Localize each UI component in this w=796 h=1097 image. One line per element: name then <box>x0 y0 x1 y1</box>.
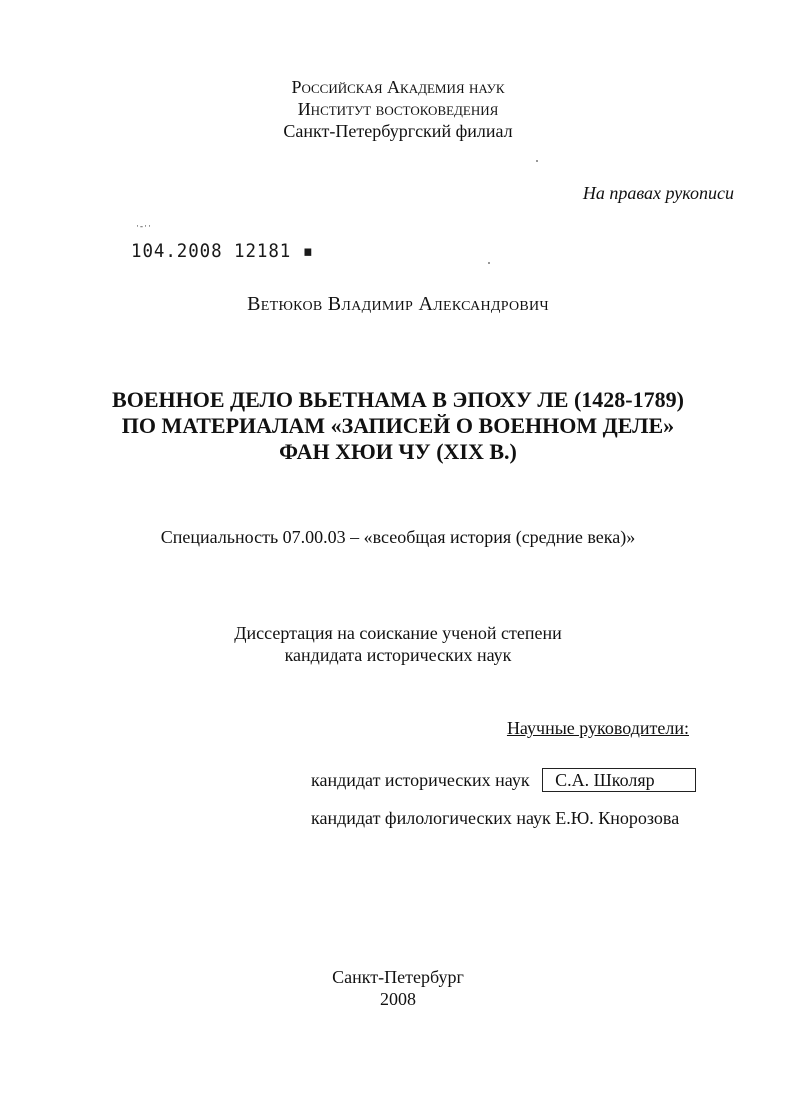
advisors-heading: Научные руководители: <box>506 718 689 738</box>
title-line: ВОЕННОЕ ДЕЛО ВЬЕТНАМА В ЭПОХУ ЛЕ (1428-1789) <box>112 387 684 412</box>
publication-footer <box>0 966 796 1010</box>
advisor-row <box>311 808 679 829</box>
institution-header <box>0 76 796 142</box>
scan-speck <box>536 160 538 162</box>
advisor-title: кандидат филологических наук <box>311 808 551 828</box>
advisor-row <box>311 768 696 792</box>
stamp-mark: ·-·· <box>136 221 152 231</box>
branch-name: Санкт-Петербургский филиал <box>283 121 513 141</box>
specialty-line: Специальность 07.00.03 – «всеобщая история (средние века)» <box>160 527 636 547</box>
title-line: ФАН ХЮИ ЧУ (XIX В.) <box>279 439 517 464</box>
institute-name: Институт востоковедения <box>297 99 499 119</box>
advisor-name: С.А. Школяр <box>542 768 696 792</box>
city: Санкт-Петербург <box>332 967 464 987</box>
manuscript-rights-note: На правах рукописи <box>582 183 734 203</box>
dissertation-title <box>0 387 796 465</box>
degree-statement <box>0 622 796 666</box>
registration-stamp: 104.2008 12181 ▪ <box>131 240 315 262</box>
author-name: Ветюков Владимир Александрович <box>247 293 549 315</box>
scan-speck <box>488 262 490 264</box>
advisor-title: кандидат исторических наук <box>311 770 530 790</box>
degree-line: Диссертация на соискание ученой степени <box>234 623 562 643</box>
academy-name: Российская Академия наук <box>291 77 505 97</box>
title-line: ПО МАТЕРИАЛАМ «ЗАПИСЕЙ О ВОЕННОМ ДЕЛЕ» <box>121 413 675 438</box>
year: 2008 <box>380 989 416 1009</box>
advisor-name: Е.Ю. Кнорозова <box>555 808 680 828</box>
degree-line: кандидата исторических наук <box>284 645 512 665</box>
